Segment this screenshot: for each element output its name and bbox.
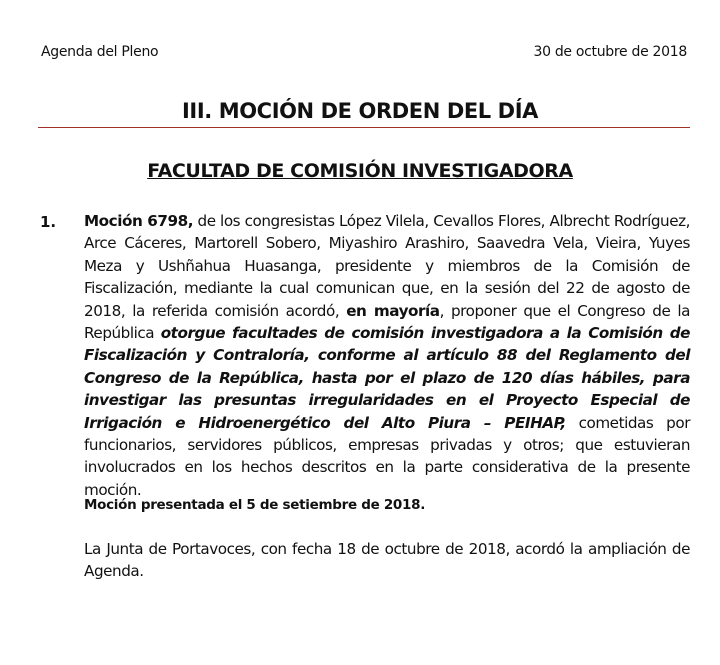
header-left-title: Agenda del Pleno <box>41 44 159 60</box>
item-number: 1. <box>40 213 57 231</box>
junta-note: La Junta de Portavoces, con fecha 18 de octubre de 2018, acordó la ampliación de Agenda. <box>84 540 690 581</box>
subtitle: FACULTAD DE COMISIÓN INVESTIGADORA <box>147 160 573 182</box>
motion-emphasis-majority: en mayoría <box>346 301 440 320</box>
section-title: III. MOCIÓN DE ORDEN DEL DÍA <box>182 99 538 123</box>
motion-presented-date: Moción presentada el 5 de setiembre de 2018. <box>84 497 426 513</box>
motion-text-3: cometidas por funcionarios, servidores públicos, empresas privadas y otros; que estuvieran involucrados en los hechos descritos en la parte considerativa de la presente moción. <box>84 413 690 499</box>
motion-emphasis-proposal: otorgue facultades de comisión investigadora a la Comisión de Fiscalización y Contraloría, conforme al artículo 88 del Reglamento del Congreso de la República, hasta por el plazo de 120 días hábiles, para investigar las presuntas irregularidades en el Proyecto Especial de Irrigación e Hidroenergético del Alto Piura – PEIHAP, <box>84 324 690 432</box>
motion-paragraph <box>84 210 690 501</box>
motion-text-2: , proponer que el Congreso de la República <box>84 301 690 343</box>
section-divider <box>38 127 690 128</box>
header-date: 30 de octubre de 2018 <box>533 44 687 60</box>
motion-label: Moción 6798, <box>84 212 194 230</box>
motion-text-1: de los congresistas López Vilela, Cevallos Flores, Albrecht Rodríguez, Arce Cáceres, Martorell Sobero, Miyashiro Arashiro, Saavedra Vela, Vieira, Yuyes Meza y Ushñahua Huasanga, presidente y miembros de la Comisión de Fiscalización, mediante la cual comunican que, en la sesión del 22 de agosto de 2018, la referida comisión acordó, <box>84 212 690 320</box>
